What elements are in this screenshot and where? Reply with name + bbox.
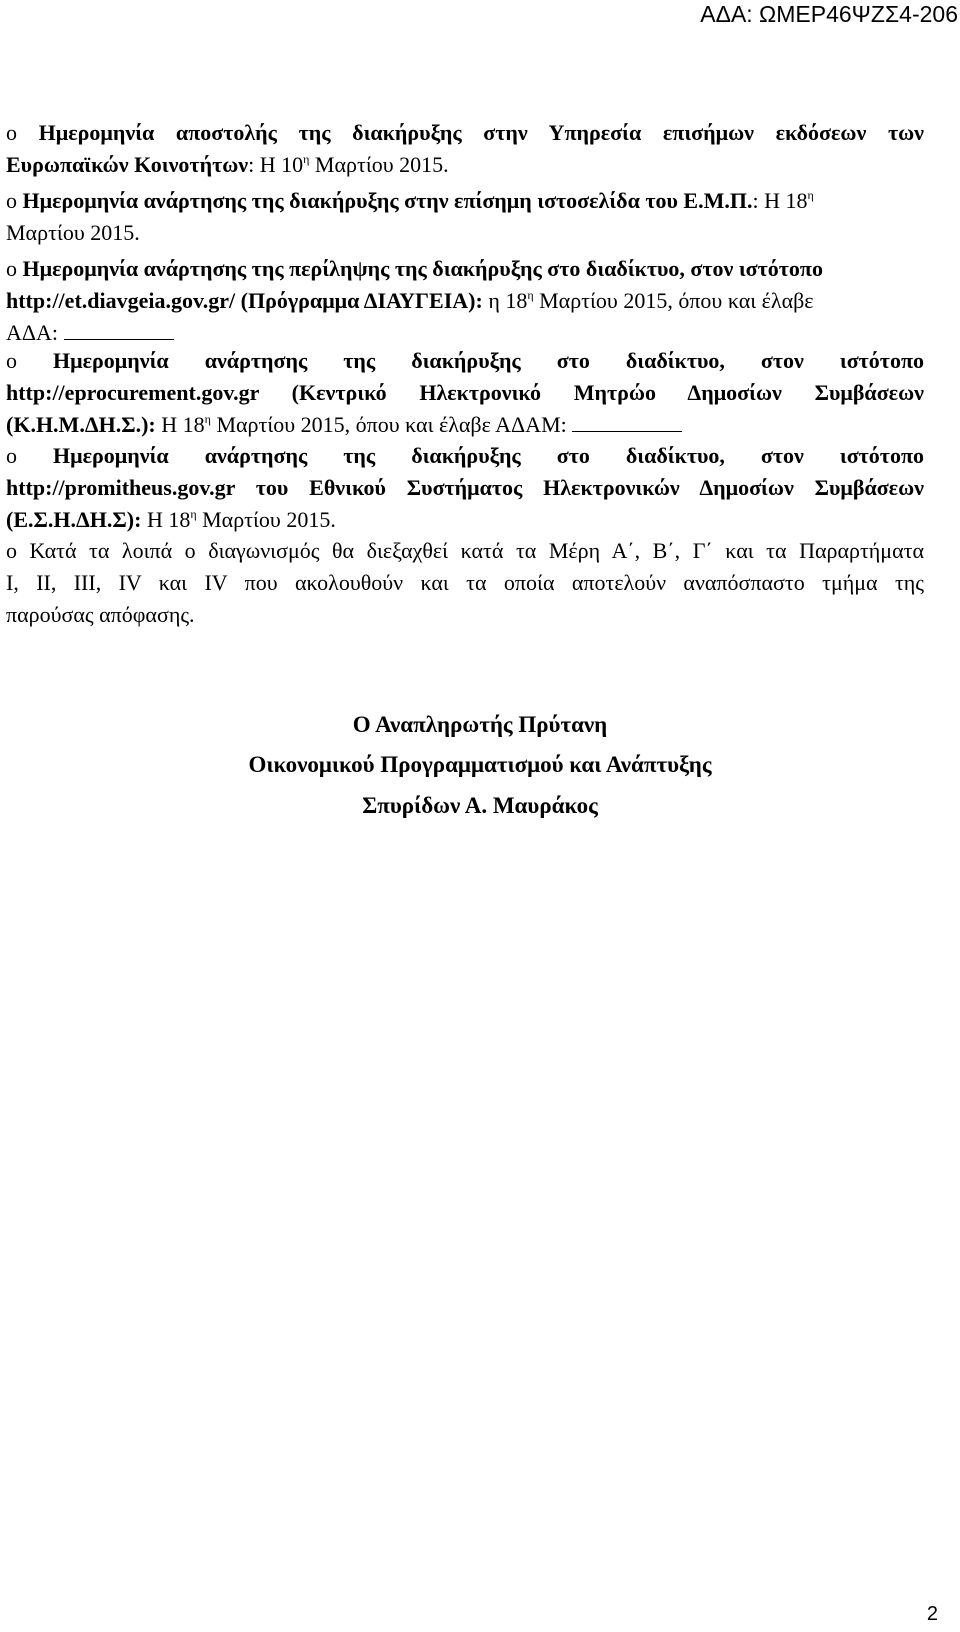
signature-name: Σπυρίδων Α. Μαυράκος [362,793,598,818]
bullet: o [6,443,17,468]
promitheus-line1: Ημερομηνία ανάρτησης της διακήρυξης στο διαδίκτυο, στον ιστότοπο [53,443,924,468]
dispatch-colon: : [248,152,255,177]
promitheus-value-pre: Η 18 [141,507,191,532]
website-posting-value-sup: η [807,188,814,202]
list-item-dispatch-date [6,117,924,181]
dispatch-value-sup: η [303,152,310,166]
promitheus-value-post: Μαρτίου 2015. [196,507,336,532]
signature-title: Ο Αναπληρωτής Πρύτανη [352,712,608,737]
ada-blank-field [64,319,174,340]
ada-label: ΑΔΑ: [6,320,59,345]
bullet: o [6,348,17,373]
dispatch-label-line1: Ημερομηνία αποστολής της διακήρυξης στην Υπηρεσία επισήμων εκδόσεων των [38,120,924,145]
eprocurement-value-pre: Η 18 [155,412,205,437]
terms-line1: ο Κατά τα λοιπά ο διαγωνισμός θα διεξαχθεί κατά τα Μέρη Α΄, Β΄, Γ΄ και τα Παραρτήματα [6,538,924,563]
promitheus-value-sup: η [190,507,197,521]
website-posting-label: Ημερομηνία ανάρτησης της διακήρυξης στην επίσημη ιστοσελίδα του Ε.Μ.Π. [22,188,753,213]
bullet: o [6,120,17,145]
eprocurement-value-sup: η [204,412,211,426]
diavgeia-value-pre: η 18 [482,288,528,313]
dispatch-value-post: Μαρτίου 2015. [309,152,449,177]
bullet: o [6,188,17,213]
adam-blank-field [572,411,682,432]
list-item-remaining-terms [6,535,924,631]
diavgeia-line1: Ημερομηνία ανάρτησης της περίληψης της διακήρυξης στο διαδίκτυο, στον ιστότοπο [22,256,823,281]
terms-line3: παρούσας απόφασης. [6,602,195,627]
list-item-promitheus-posting [6,440,924,536]
eprocurement-line2: http://eprocurement.gov.gr (Κεντρικό Ηλεκτρονικό Μητρώο Δημοσίων Συμβάσεων [6,380,924,405]
list-item-website-posting [6,185,924,249]
diavgeia-value-sup: η [527,288,534,302]
promitheus-line2: http://promitheus.gov.gr του Εθνικού Συστήματος Ηλεκτρονικών Δημοσίων Συμβάσεων [6,475,924,500]
signature-office: Οικονομικού Προγραμματισμού και Ανάπτυξης [248,752,712,777]
dispatch-value-pre: Η 10 [254,152,304,177]
eshdhs-label: (Ε.Σ.Η.ΔΗ.Σ): [6,507,142,532]
eprocurement-line1: Ημερομηνία ανάρτησης της διακήρυξης στο διαδίκτυο, στον ιστότοπο [53,348,924,373]
eprocurement-value-post: Μαρτίου 2015, όπου και έλαβε ΑΔΑΜ: [210,412,567,437]
list-item-eprocurement-posting [6,345,924,441]
ada-header-code: ΑΔΑ: ΩΜΕΡ46ΨΖΣ4-206 [700,1,958,27]
diavgeia-value-post: Μαρτίου 2015, όπου και έλαβε [533,288,814,313]
page-number: 2 [926,1603,938,1625]
list-item-diavgeia-posting [6,253,924,349]
terms-line2: Ι, ΙΙ, ΙΙΙ, IV και IV που ακολουθούν και τα οποία αποτελούν αναπόσπαστο τμήμα της [6,570,924,595]
website-posting-value-pre: : Η 18 [752,188,808,213]
diavgeia-link-label: http://et.diavgeia.gov.gr/ (Πρόγραμμα ΔΙΑΥΓΕΙΑ): [6,288,483,313]
khmdhs-label: (Κ.Η.Μ.ΔΗ.Σ.): [6,412,156,437]
bullet: o [6,256,17,281]
dispatch-label-line2: Ευρωπαϊκών Κοινοτήτων [6,152,249,177]
website-posting-value-line2: Μαρτίου 2015. [6,220,140,245]
